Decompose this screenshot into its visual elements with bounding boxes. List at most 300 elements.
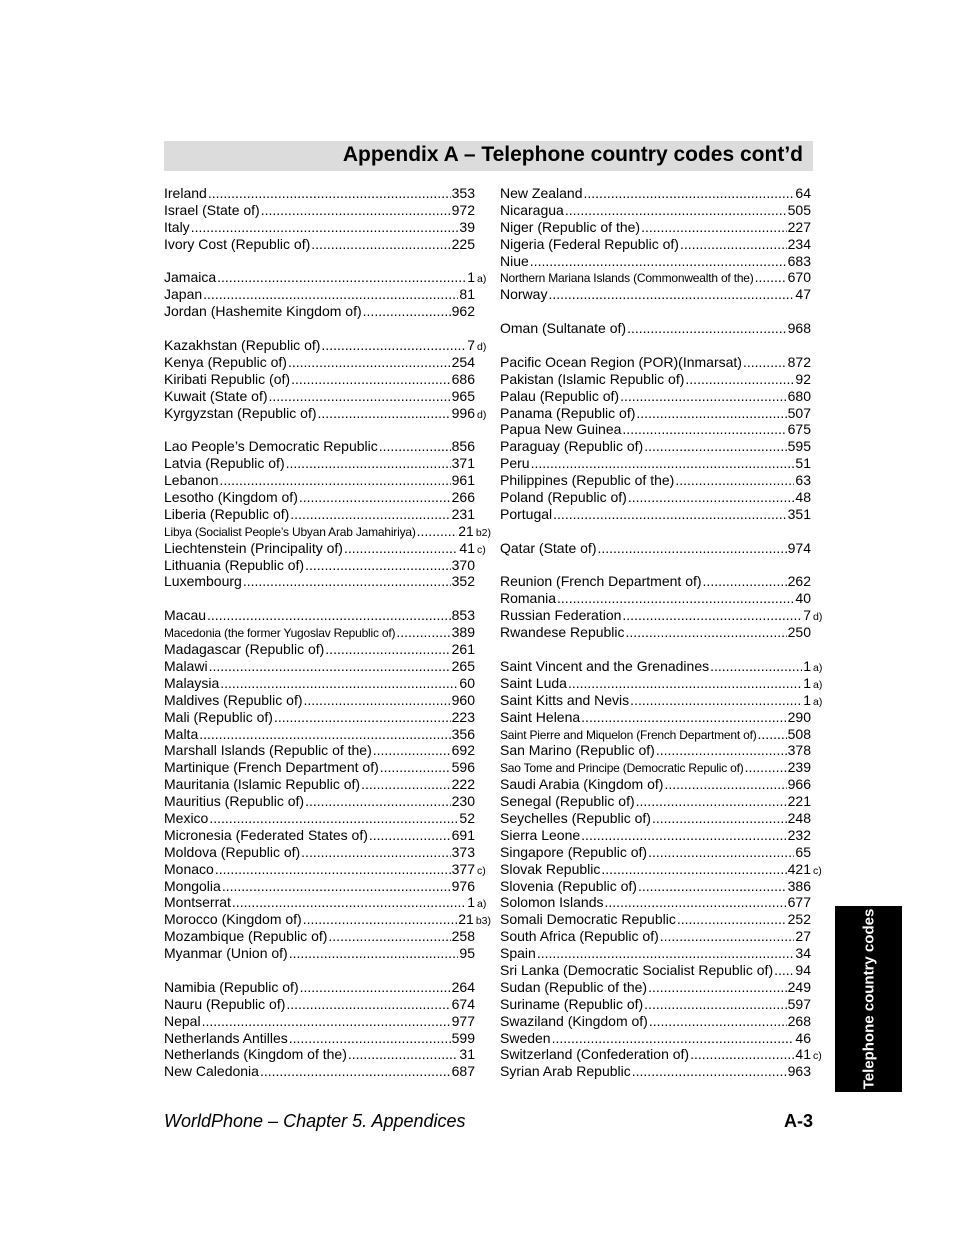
dot-leader (222, 878, 451, 895)
dot-leader (565, 202, 787, 219)
dot-leader (774, 962, 794, 979)
country-name: Italy (164, 218, 190, 235)
dot-leader (644, 438, 786, 455)
dot-leader (303, 911, 458, 928)
dot-leader (379, 438, 451, 455)
list-item (164, 489, 491, 506)
dot-leader (369, 827, 451, 844)
list-item (164, 726, 491, 743)
dot-leader (301, 844, 450, 861)
country-name: Kazakhstan (Republic of) (164, 337, 321, 354)
country-name: Mongolia (164, 877, 221, 894)
footnote-marker: a) (813, 695, 823, 708)
list-item (164, 624, 491, 641)
country-name: Netherlands (Kingdom of the) (164, 1046, 347, 1063)
blank-row (500, 523, 827, 540)
dot-leader (203, 286, 458, 303)
dot-leader (584, 185, 795, 202)
list-item (500, 776, 827, 793)
country-code: 974 (787, 539, 811, 556)
country-name: Russian Federation (500, 607, 622, 624)
right-column (500, 185, 827, 1080)
dot-leader (597, 540, 786, 557)
dot-leader (690, 1046, 794, 1063)
list-item (164, 878, 491, 895)
dot-leader (286, 455, 451, 472)
list-item (164, 523, 491, 540)
country-code: 378 (787, 742, 811, 759)
blank-row (164, 590, 491, 607)
dot-leader (685, 371, 794, 388)
country-name: Pacific Ocean Region (POR)(Inmarsat) (500, 353, 742, 370)
list-item (164, 405, 491, 422)
list-item (500, 692, 827, 709)
country-code: 230 (451, 793, 475, 810)
country-name: Montserrat (164, 894, 231, 911)
country-name: Morocco (Kingdom of) (164, 911, 302, 928)
country-code: 377 (451, 860, 475, 877)
list-item (164, 540, 491, 557)
country-name: Jamaica (164, 269, 217, 286)
country-name: Slovenia (Republic of) (500, 877, 637, 894)
country-name: Seychelles (Republic of) (500, 809, 651, 826)
side-tab (835, 906, 902, 1092)
list-item (164, 185, 491, 202)
list-item (500, 219, 827, 236)
country-code: 976 (451, 877, 475, 894)
footnote-marker: a) (813, 678, 823, 691)
list-item (500, 709, 827, 726)
list-item (164, 894, 491, 911)
footnote-marker: b3) (475, 915, 491, 928)
country-code: 680 (787, 387, 811, 404)
list-item (164, 337, 491, 354)
footnote-marker: a) (477, 898, 487, 911)
country-name: Netherlands Antilles (164, 1029, 288, 1046)
list-item (500, 861, 827, 878)
list-item (164, 776, 491, 793)
country-code: 221 (787, 793, 811, 810)
country-code: 46 (795, 1029, 811, 1046)
dot-leader (758, 726, 787, 743)
dot-leader (537, 945, 795, 962)
dot-leader (202, 1013, 451, 1030)
footnote-marker: a) (813, 661, 823, 674)
list-item (164, 793, 491, 810)
country-code: 691 (451, 826, 475, 843)
country-code: 222 (451, 776, 475, 793)
list-item (500, 438, 827, 455)
country-code: 670 (787, 269, 811, 286)
country-name: Nauru (Republic of) (164, 995, 286, 1012)
dot-leader (641, 219, 787, 236)
country-code: 977 (451, 1012, 475, 1029)
list-item (500, 624, 827, 641)
list-item (500, 742, 827, 759)
country-code: 94 (795, 961, 811, 978)
country-name: Kuwait (State of) (164, 387, 268, 404)
dot-leader (636, 793, 787, 810)
page-number: A-3 (783, 1111, 813, 1131)
footnote-marker: d) (813, 611, 823, 624)
dot-leader (630, 692, 802, 709)
country-code: 261 (451, 641, 475, 658)
country-code: 962 (451, 303, 475, 320)
country-code: 48 (795, 489, 811, 506)
dot-leader (664, 776, 786, 793)
list-item (500, 996, 827, 1013)
country-code: 597 (787, 995, 811, 1012)
country-name: Latvia (Republic of) (164, 455, 285, 472)
dot-leader (553, 506, 786, 523)
list-item (164, 928, 491, 945)
blank-row (500, 641, 827, 658)
country-code: 968 (787, 320, 811, 337)
country-name: Nepal (164, 1012, 201, 1029)
country-name: Kenya (Republic of) (164, 353, 287, 370)
country-name: Mozambique (Republic of) (164, 928, 328, 945)
country-name: Kiribati Republic (of) (164, 370, 291, 387)
dot-leader (396, 624, 450, 641)
country-code: 248 (787, 809, 811, 826)
country-code: 972 (451, 201, 475, 218)
country-code: 21 (458, 522, 474, 539)
blank-row (164, 253, 491, 270)
country-code: 683 (787, 252, 811, 269)
country-name: Mauritius (Republic of) (164, 793, 305, 810)
country-code: 7 (467, 337, 475, 354)
list-item (164, 303, 491, 320)
country-name: Liechtenstein (Principality of) (164, 539, 343, 556)
country-name: Poland (Republic of) (500, 489, 627, 506)
dot-leader (601, 861, 786, 878)
list-item (500, 185, 827, 202)
dot-leader (417, 523, 458, 540)
country-name: Spain (500, 945, 536, 962)
list-item (164, 388, 491, 405)
list-item (164, 1046, 491, 1063)
dot-leader (581, 709, 786, 726)
country-code: 231 (451, 505, 475, 522)
country-name: Saint Luda (500, 674, 567, 691)
dot-leader (243, 573, 451, 590)
country-code: 239 (787, 759, 811, 776)
list-item (164, 1063, 491, 1080)
dot-leader (305, 793, 451, 810)
list-item (164, 861, 491, 878)
dot-leader (220, 675, 458, 692)
country-name: Lesotho (Kingdom of) (164, 489, 298, 506)
country-name: Saint Pierre and Miquelon (French Department of) (500, 727, 757, 742)
country-name: Libya (Socialist People’s Ubyan Arab Jamahiriya) (164, 524, 416, 539)
country-name: Micronesia (Federated States of) (164, 826, 368, 843)
dot-leader (305, 557, 451, 574)
country-name: Sierra Leone (500, 826, 581, 843)
country-code: 64 (795, 185, 811, 201)
country-name: Malaysia (164, 674, 220, 691)
dot-leader (286, 996, 450, 1013)
country-name: Japan (164, 286, 203, 303)
country-code: 965 (451, 387, 475, 404)
dot-leader (652, 810, 787, 827)
country-name: Namibia (Republic of) (164, 978, 299, 995)
list-item (164, 269, 491, 286)
country-name: Monaco (164, 860, 214, 877)
list-item (164, 742, 491, 759)
country-name: South Africa (Republic of) (500, 928, 659, 945)
country-code: 81 (459, 286, 475, 303)
country-name: San Marino (Republic of) (500, 742, 655, 759)
country-name: Luxembourg (164, 573, 242, 590)
country-name: Sao Tome and Principe (Democratic Repulic of) (500, 761, 744, 776)
dot-leader (627, 320, 787, 337)
list-item (164, 996, 491, 1013)
list-item (500, 979, 827, 996)
list-item (164, 827, 491, 844)
country-code: 595 (787, 438, 811, 455)
country-name: Nicaragua (500, 201, 564, 218)
dot-leader (325, 641, 450, 658)
country-name: Israel (State of) (164, 201, 260, 218)
list-item (164, 202, 491, 219)
country-name: Martinique (French Department of) (164, 759, 379, 776)
country-name: Romania (500, 590, 557, 607)
country-name: Macedonia (the former Yugoslav Republic of) (164, 626, 396, 641)
country-code: 7 (803, 607, 811, 624)
dot-leader (363, 303, 451, 320)
country-name: Swaziland (Kingdom of) (500, 1012, 648, 1029)
country-name: Sri Lanka (Democratic Socialist Republic of) (500, 961, 774, 978)
dot-leader (755, 269, 787, 286)
dot-leader (191, 219, 459, 236)
country-code: 856 (451, 438, 475, 455)
country-name: Norway (500, 286, 548, 303)
country-name: Liberia (Republic of) (164, 505, 290, 522)
list-item (500, 945, 827, 962)
dot-leader (680, 236, 787, 253)
country-code: 1 (803, 657, 811, 674)
country-code: 1 (803, 691, 811, 708)
dot-leader (626, 624, 787, 641)
footnote-marker: c) (813, 1050, 822, 1063)
dot-leader (581, 827, 786, 844)
dot-leader (304, 692, 451, 709)
dot-leader (677, 911, 787, 928)
list-item (164, 911, 491, 928)
country-code: 389 (451, 624, 475, 641)
country-name: Suriname (Republic of) (500, 995, 644, 1012)
list-item (164, 607, 491, 624)
country-code: 40 (795, 590, 811, 607)
dot-leader (660, 928, 795, 945)
country-name: Myanmar (Union of) (164, 945, 288, 962)
dot-leader (557, 590, 794, 607)
list-item (500, 844, 827, 861)
country-code: 250 (787, 624, 811, 641)
footnote-marker: d) (477, 341, 487, 354)
country-name: Lebanon (164, 472, 219, 489)
dot-leader (300, 979, 451, 996)
list-item (164, 438, 491, 455)
country-code: 95 (459, 945, 475, 962)
dot-leader (199, 726, 450, 743)
blank-row (500, 303, 827, 320)
list-item (164, 692, 491, 709)
country-code: 265 (451, 657, 475, 674)
country-code: 249 (787, 978, 811, 995)
country-name: Rwandese Republic (500, 624, 625, 641)
dot-leader (348, 1046, 459, 1063)
country-code: 853 (451, 607, 475, 624)
list-item (164, 506, 491, 523)
country-code: 599 (451, 1029, 475, 1046)
dot-leader (209, 810, 458, 827)
list-item (500, 269, 827, 286)
blank-row (500, 557, 827, 574)
dot-leader (552, 1030, 795, 1047)
country-code: 41 (459, 539, 475, 556)
country-code: 34 (795, 945, 811, 962)
country-code: 677 (787, 894, 811, 911)
country-code: 266 (451, 489, 475, 506)
country-code: 258 (451, 928, 475, 945)
country-name: Maldives (Republic of) (164, 691, 303, 708)
country-name: Northern Mariana Islands (Commonwealth of the) (500, 271, 754, 286)
country-code: 47 (795, 286, 811, 303)
country-name: Reunion (French Department of) (500, 573, 702, 590)
country-code: 692 (451, 742, 475, 759)
list-item (500, 878, 827, 895)
list-item (500, 253, 827, 270)
country-name: Mexico (164, 809, 209, 826)
dot-leader (636, 405, 786, 422)
country-name: Saint Vincent and the Grenadines (500, 657, 710, 674)
list-item (164, 658, 491, 675)
dot-leader (648, 844, 794, 861)
left-column (164, 185, 491, 1080)
list-item (164, 759, 491, 776)
country-code: 92 (795, 370, 811, 387)
footnote-marker: c) (477, 864, 486, 877)
list-item (500, 236, 827, 253)
list-item (500, 202, 827, 219)
list-item (500, 455, 827, 472)
country-name: Saudi Arabia (Kingdom of) (500, 776, 664, 793)
list-item (164, 354, 491, 371)
country-name: Malawi (164, 657, 208, 674)
list-item (500, 827, 827, 844)
country-name: Sweden (500, 1029, 551, 1046)
country-code: 60 (459, 674, 475, 691)
dot-leader (217, 269, 466, 286)
country-code: 352 (451, 573, 475, 590)
country-name: Portugal (500, 505, 553, 522)
country-code: 507 (787, 404, 811, 421)
dot-leader (605, 894, 787, 911)
country-name: Lao People’s Democratic Republic (164, 438, 378, 455)
list-item (500, 1046, 827, 1063)
list-item (500, 759, 827, 776)
country-name: Oman (Sultanate of) (500, 320, 627, 337)
list-item (500, 590, 827, 607)
country-code: 596 (451, 759, 475, 776)
dot-leader (622, 607, 802, 624)
dot-leader (656, 742, 787, 759)
blank-row (164, 320, 491, 337)
country-code: 675 (787, 421, 811, 438)
list-item (164, 810, 491, 827)
country-code: 225 (451, 235, 475, 252)
country-name: New Zealand (500, 185, 583, 201)
country-code: 27 (795, 928, 811, 945)
country-code: 421 (787, 860, 811, 877)
country-code: 373 (451, 843, 475, 860)
country-code: 1 (467, 894, 475, 911)
dot-leader (215, 861, 451, 878)
dot-leader (208, 185, 451, 202)
list-item (500, 540, 827, 557)
dot-leader (628, 489, 795, 506)
list-item (164, 371, 491, 388)
blank-row (500, 337, 827, 354)
list-item (500, 1030, 827, 1047)
country-name: Niger (Republic of the) (500, 218, 641, 235)
list-item (500, 405, 827, 422)
country-code: 505 (787, 201, 811, 218)
dot-leader (743, 354, 787, 371)
dot-leader (290, 506, 450, 523)
list-item (500, 607, 827, 624)
country-code: 227 (787, 218, 811, 235)
footnote-marker: d) (477, 408, 487, 421)
footnote-marker: a) (477, 273, 487, 286)
dot-leader (289, 945, 459, 962)
country-name: Jordan (Hashemite Kingdom of) (164, 303, 362, 320)
list-item (500, 675, 827, 692)
list-item (164, 236, 491, 253)
country-code: 508 (787, 725, 811, 742)
country-code: 961 (451, 472, 475, 489)
dot-leader (568, 675, 802, 692)
dot-leader (207, 607, 451, 624)
dot-leader (344, 540, 458, 557)
list-item (164, 675, 491, 692)
country-code: 371 (451, 455, 475, 472)
footnote-marker: b2) (475, 526, 491, 539)
list-item (164, 1013, 491, 1030)
list-item (164, 1030, 491, 1047)
country-name: Papua New Guinea (500, 421, 622, 438)
country-code: 21 (458, 911, 474, 928)
country-code: 351 (787, 505, 811, 522)
dot-leader (531, 455, 795, 472)
dot-leader (288, 354, 451, 371)
country-name: Peru (500, 455, 530, 472)
country-code: 63 (795, 472, 811, 489)
dot-leader (209, 658, 451, 675)
country-name: Switzerland (Confederation of) (500, 1046, 690, 1063)
list-item (500, 1063, 827, 1080)
dot-leader (361, 776, 451, 793)
list-item (164, 709, 491, 726)
country-name: Macau (164, 607, 207, 624)
list-item (164, 455, 491, 472)
dot-leader (745, 759, 787, 776)
dot-leader (620, 388, 787, 405)
country-code: 1 (803, 674, 811, 691)
page-title: Appendix A – Telephone country codes cont’d (342, 143, 803, 166)
country-name: Kyrgyzstan (Republic of) (164, 404, 317, 421)
